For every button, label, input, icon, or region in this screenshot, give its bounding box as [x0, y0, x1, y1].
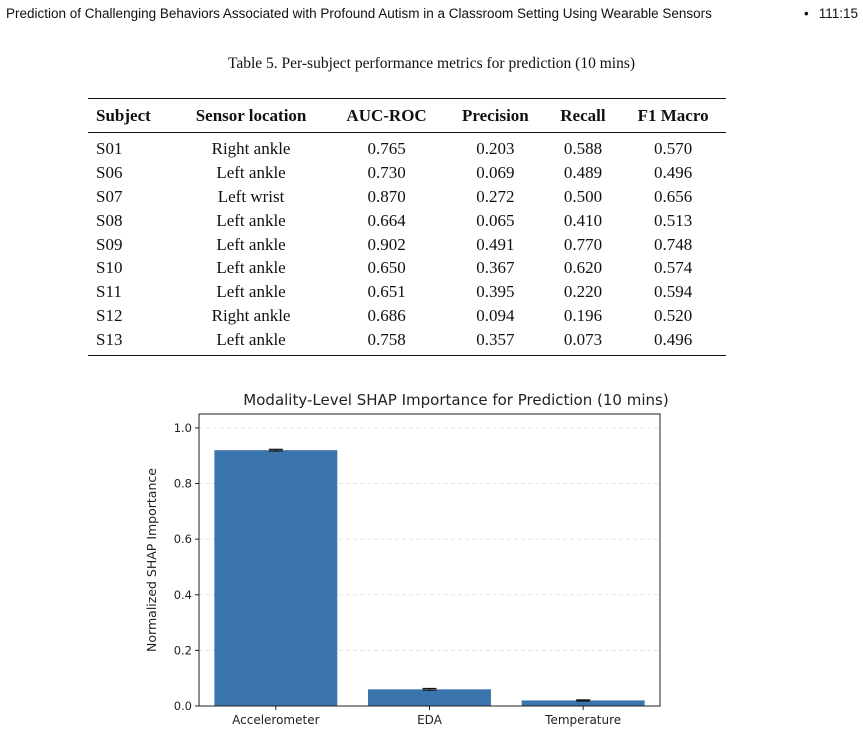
cell-f1-macro: 0.594 — [653, 282, 693, 302]
separator-bullet: • — [803, 6, 809, 21]
cell-auc-roc: 0.650 — [367, 258, 406, 278]
cell-sensor-location: Left ankle — [216, 210, 286, 230]
cell-precision: 0.367 — [476, 258, 515, 278]
cell-precision: 0.069 — [476, 163, 515, 183]
cell-subject: S09 — [96, 234, 123, 254]
cell-subject: S13 — [88, 327, 174, 355]
col-header-sensor-location: Sensor location — [174, 99, 328, 133]
cell-subject: S11 — [96, 282, 122, 302]
cell-sensor-location: Left ankle — [216, 282, 286, 302]
cell-f1-macro: 0.520 — [653, 305, 693, 325]
page-number: 111:15 — [818, 6, 858, 21]
cell-recall: 0.500 — [563, 186, 603, 206]
chart-title: Modality-Level SHAP Importance for Prediction (10 mins) — [243, 391, 669, 409]
table-row — [88, 161, 726, 185]
cell-subject: S01 — [96, 139, 123, 159]
cell-precision: 0.065 — [476, 210, 515, 230]
cell-f1-macro: 0.748 — [653, 234, 693, 254]
cell-auc-roc: 0.664 — [367, 210, 406, 230]
table-row — [88, 185, 726, 209]
cell-sensor-location: Right ankle — [211, 139, 291, 159]
cell-f1-macro: 0.574 — [653, 258, 693, 278]
cell-recall: 0.410 — [563, 210, 603, 230]
cell-f1-macro: 0.496 — [620, 327, 726, 355]
cell-f1-macro: 0.656 — [653, 186, 693, 206]
y-tick-label: 0.8 — [173, 476, 192, 491]
col-header-precision: Precision — [445, 99, 546, 133]
table-body — [88, 133, 726, 356]
y-tick-label: 1.0 — [173, 420, 192, 435]
x-tick-label: EDA — [417, 713, 442, 727]
shap-bar-chart — [130, 384, 670, 732]
cell-sensor-location: Left ankle — [216, 258, 286, 278]
cell-auc-roc: 0.730 — [367, 163, 406, 183]
y-tick-label: 0.4 — [173, 587, 192, 602]
cell-recall: 0.770 — [563, 234, 603, 254]
cell-subject: S10 — [96, 258, 123, 278]
cell-auc-roc: 0.686 — [367, 305, 406, 325]
cell-auc-roc: 0.870 — [367, 186, 406, 206]
table-caption: Table 5. Per-subject performance metrics for prediction (10 mins) — [227, 55, 636, 72]
cell-recall: 0.489 — [563, 163, 603, 183]
cell-sensor-location: Left ankle — [174, 327, 328, 355]
y-tick-label: 0.6 — [173, 532, 192, 547]
col-header-f1-macro: F1 Macro — [620, 99, 726, 133]
col-header-recall: Recall — [546, 99, 621, 133]
cell-recall: 0.073 — [546, 327, 621, 355]
bars — [214, 449, 644, 706]
cell-precision: 0.272 — [476, 186, 515, 206]
cell-auc-roc: 0.765 — [367, 139, 406, 159]
cell-subject: S07 — [96, 186, 123, 206]
metrics-table — [88, 98, 726, 356]
cell-auc-roc: 0.902 — [367, 234, 406, 254]
table-row — [88, 133, 726, 161]
col-header-subject: Subject — [88, 99, 174, 133]
cell-sensor-location: Left ankle — [216, 163, 286, 183]
running-title: Prediction of Challenging Behaviors Associated with Profound Autism in a Classroom Setting Using Wearable Sensors — [6, 6, 712, 21]
cell-f1-macro: 0.513 — [653, 210, 693, 230]
page-number-group — [790, 6, 858, 21]
cell-recall: 0.196 — [563, 305, 603, 325]
table-row — [88, 327, 726, 355]
table-row — [88, 232, 726, 256]
cell-sensor-location: Left ankle — [216, 234, 286, 254]
table-row — [88, 280, 726, 304]
cell-precision: 0.203 — [476, 139, 515, 159]
cell-recall: 0.620 — [563, 258, 603, 278]
table-header-row — [88, 99, 726, 133]
table-row — [88, 208, 726, 232]
cell-subject: S08 — [96, 210, 123, 230]
y-tick-label: 0.2 — [173, 643, 192, 658]
cell-sensor-location: Left wrist — [217, 186, 285, 206]
running-header — [6, 6, 858, 21]
cell-f1-macro: 0.570 — [653, 139, 693, 159]
y-axis-label: Normalized SHAP Importance — [144, 468, 159, 652]
cell-subject: S12 — [96, 305, 123, 325]
bar-accelerometer — [214, 450, 337, 706]
col-header-auc-roc: AUC-ROC — [328, 99, 445, 133]
bar-eda — [368, 689, 491, 706]
cell-recall: 0.220 — [563, 282, 603, 302]
cell-subject: S06 — [96, 163, 123, 183]
cell-auc-roc: 0.651 — [367, 282, 406, 302]
cell-auc-roc: 0.758 — [328, 327, 445, 355]
cell-precision: 0.395 — [476, 282, 515, 302]
cell-f1-macro: 0.496 — [653, 163, 693, 183]
cell-precision: 0.094 — [476, 305, 515, 325]
x-tick-label: Temperature — [545, 713, 622, 727]
table-row — [88, 256, 726, 280]
cell-precision: 0.491 — [476, 234, 515, 254]
table-row — [88, 304, 726, 328]
y-tick-label: 0.0 — [173, 699, 192, 713]
cell-precision: 0.357 — [445, 327, 546, 355]
cell-sensor-location: Right ankle — [211, 305, 291, 325]
x-tick-label: Accelerometer — [232, 713, 320, 727]
cell-recall: 0.588 — [563, 139, 603, 159]
